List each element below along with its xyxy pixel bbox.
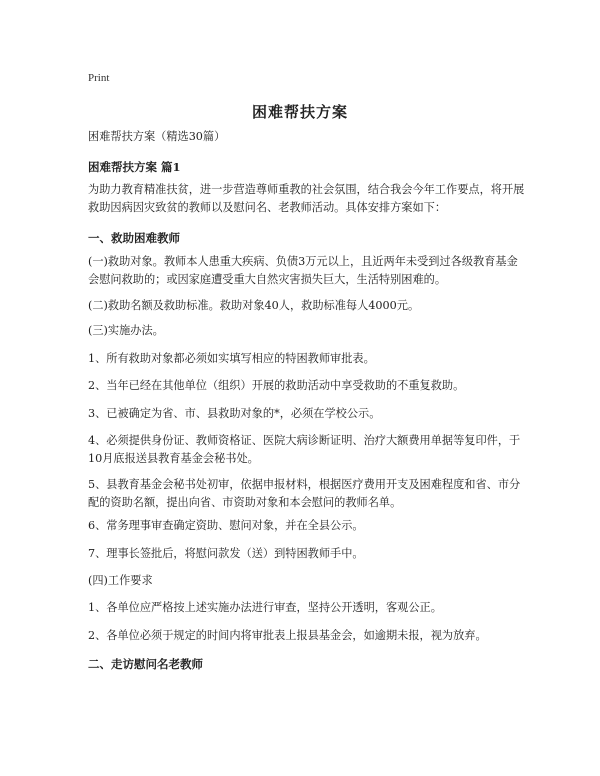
list-item: 7、理事长签批后，将慰问款发（送）到特困教师手中。 bbox=[88, 547, 364, 560]
paragraph-work-requirements: (四)工作要求 bbox=[88, 574, 153, 587]
list-item: 3、已被确定为省、市、县救助对象的*，必须在学校公示。 bbox=[88, 407, 381, 420]
list-item: 2、各单位必须于规定的时间内将审批表上报县基金会，如逾期未报，视为放弃。 bbox=[88, 629, 487, 642]
list-item: 5、县教育基金会秘书处初审，依据申报材料，根据医疗费用开支及困难程度和省、市分配的资助名额，提出向省、市资助对象和本会慰问的教师名单。 bbox=[88, 478, 521, 509]
section-heading-1: 一、救助困难教师 bbox=[88, 231, 180, 245]
page-title: 困难帮扶方案 bbox=[251, 103, 348, 121]
paragraph-rescue-quota: (二)救助名额及救助标准。救助对象40人，救助标准每人4000元。 bbox=[88, 299, 420, 312]
section-heading-2: 二、走访慰问名老教师 bbox=[88, 657, 203, 671]
article-heading: 困难帮扶方案 篇1 bbox=[88, 160, 181, 174]
list-item: 4、必须提供身份证、教师资格证、医院大病诊断证明、治疗大额费用单据等复印件，于10月底报送县教育基金会秘书处。 bbox=[88, 434, 521, 465]
intro-paragraph: 为助力教育精准扶贫，进一步营造尊师重教的社会氛围，结合我会今年工作要点，将开展救助因病因灾致贫的教师以及慰问名、老教师活动。具体安排方案如下： bbox=[88, 183, 525, 214]
list-item: 1、所有救助对象都必须如实填写相应的特困教师审批表。 bbox=[88, 352, 375, 365]
paragraph-rescue-target: (一)救助对象。教师本人患重大疾病、负债3万元以上，且近两年未受到过各级教育基金会慰问救助的；或因家庭遭受重大自然灾害损失巨大，生活特别困难的。 bbox=[88, 255, 518, 286]
paragraph-implementation: (三)实施办法。 bbox=[88, 324, 164, 337]
list-item: 1、各单位应严格按上述实施办法进行审查，坚持公开透明，客观公正。 bbox=[88, 601, 442, 614]
document-subtitle: 困难帮扶方案（精选30篇） bbox=[88, 130, 226, 143]
print-link[interactable]: Print bbox=[88, 72, 110, 84]
list-item: 2、当年已经在其他单位（组织）开展的救助活动中享受救助的不重复救助。 bbox=[88, 379, 465, 392]
list-item: 6、常务理事审查确定资助、慰问对象，并在全县公示。 bbox=[88, 519, 364, 532]
